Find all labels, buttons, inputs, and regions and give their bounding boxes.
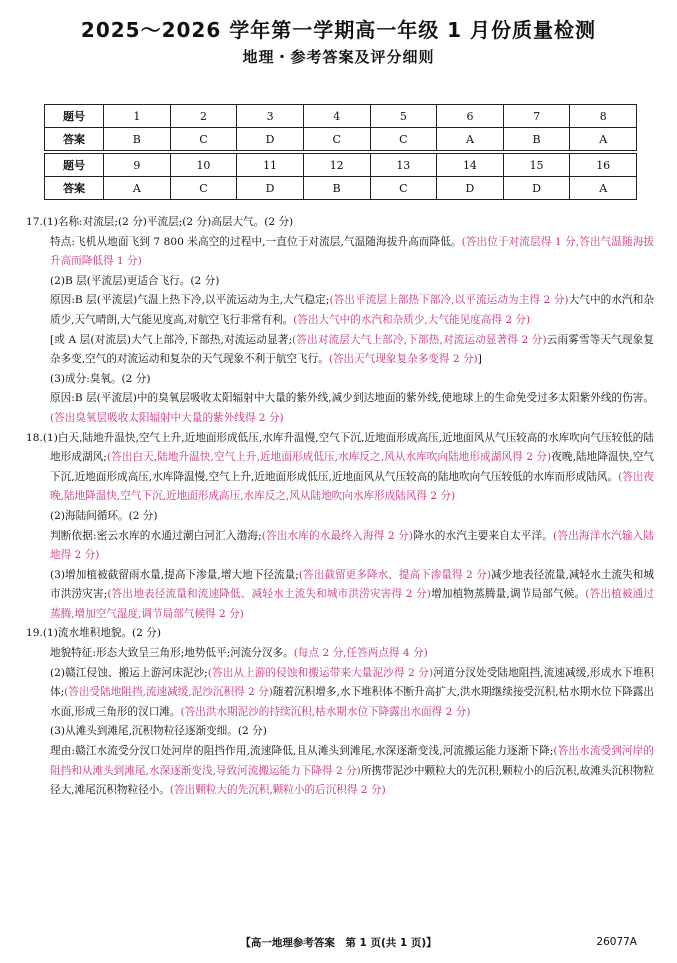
scoring-note: (答出大气中的水汽和杂质少,大气能见度高得 2 分) <box>293 313 531 326</box>
table-cell: C <box>370 128 437 151</box>
answer-paragraph <box>26 624 654 644</box>
scoring-note: (答出截留更多降水、提高下渗量得 2 分) <box>298 568 491 581</box>
answer-text: 17.(1)名称:对流层;(2 分)平流层;(2 分)高层大气。(2 分) <box>26 216 294 228</box>
scoring-note: (答出颗粒大的先沉积,颗粒小的后沉积得 2 分) <box>169 784 386 797</box>
answer-text: 判断依据:密云水库的水通过潮白河汇入渤海; <box>50 529 262 542</box>
answer-text: 河道分汊处受陆地阻挡,流速减缓,形成水下堆积体; <box>50 666 655 699</box>
table-row <box>45 128 637 151</box>
table-cell: B <box>303 177 370 200</box>
table-cell: 14 <box>437 154 504 177</box>
table-cell: 9 <box>104 154 171 177</box>
answer-text: (3)增加植被截留雨水量,提高下渗量,增大地下径流量; <box>50 568 299 581</box>
table-cell: 11 <box>237 154 304 177</box>
answer-paragraph <box>26 429 654 507</box>
table-header-cell: 答案 <box>45 177 104 200</box>
table-header-cell: 题号 <box>45 105 104 128</box>
answer-table <box>44 104 637 200</box>
answer-paragraph <box>26 233 654 272</box>
scoring-note: (答出水库的水最终入海得 2 分) <box>261 529 414 542</box>
answer-text: (3)成分:臭氧。(2 分) <box>50 372 151 385</box>
scoring-note: (答出臭氧层吸收太阳辐射中大量的紫外线得 2 分) <box>50 411 284 424</box>
answer-text: 随着沉积增多,水下堆积体不断升高扩大,洪水期继续接受沉积,枯水期水位下降露出水面,形成三角形的汊口滩。 <box>50 686 654 718</box>
table-header-cell: 题号 <box>45 154 104 177</box>
table-row <box>45 154 637 177</box>
scoring-note: (每点 2 分,任答两点得 4 分) <box>293 647 428 660</box>
answer-paragraph <box>26 291 654 330</box>
table-header-cell: 答案 <box>45 128 104 151</box>
table-cell: 7 <box>503 105 570 128</box>
scoring-note: (答出植被通过蒸腾,增加空气湿度,调节局部气候得 2 分) <box>50 588 654 620</box>
table-cell: A <box>104 177 171 200</box>
answer-paragraph <box>26 722 654 742</box>
answer-paragraph <box>26 664 654 723</box>
paper-code: 26077A <box>596 936 637 948</box>
table-cell: 2 <box>170 105 237 128</box>
answer-paragraph <box>26 507 654 527</box>
table-cell: A <box>570 128 637 151</box>
table-cell: C <box>170 177 237 200</box>
table-cell: 8 <box>570 105 637 128</box>
answer-paragraph <box>26 566 654 625</box>
table-cell: 1 <box>104 105 171 128</box>
answer-text: [或 A 层(对流层)大气上部冷,下部热,对流运动显著; <box>50 333 293 346</box>
answer-content <box>26 213 654 801</box>
scoring-note: (答出天气现象复杂多变得 2 分) <box>328 353 478 366</box>
table-row <box>45 177 637 200</box>
table-cell: 15 <box>503 154 570 177</box>
table-cell: C <box>303 128 370 151</box>
answer-paragraph <box>26 644 654 664</box>
answer-text: (2)赣江侵蚀、搬运上游河床泥沙; <box>50 666 208 679</box>
table-cell: 13 <box>370 154 437 177</box>
answer-text: (3)从滩头到滩尾,沉积物粒径逐渐变细。(2 分) <box>50 725 267 738</box>
table-cell: 5 <box>370 105 437 128</box>
scoring-note: (答出从上游的侵蚀和搬运带来大量泥沙得 2 分) <box>207 666 434 679</box>
answer-paragraph <box>26 272 654 292</box>
answer-paragraph <box>26 370 654 390</box>
answer-paragraph <box>26 213 654 233</box>
scoring-note: (答出水流受到河岸的阻挡和从滩头到滩尾,水深逐渐变浅,导致河流搬运能力下降得 2 分) <box>50 745 654 777</box>
table-cell: B <box>104 128 171 151</box>
scoring-note: (答出平流层上部热下部冷,以平流运动为主得 2 分) <box>329 294 569 307</box>
table-cell: B <box>503 128 570 151</box>
scoring-note: (答出位于对流层得 1 分,答出气温随海拔升高而降低得 1 分) <box>50 235 654 268</box>
answer-text: 特点:飞机从地面飞到 7 800 米高空的过程中,一直位于对流层,气温随海拔升高而降低。 <box>50 235 462 248</box>
table-cell: D <box>237 177 304 200</box>
table-cell: D <box>237 128 304 151</box>
answer-text: 19.(1)流水堆积地貌。(2 分) <box>26 627 161 640</box>
table-cell: 16 <box>570 154 637 177</box>
scoring-note: (答出白天,陆地升温快,空气上升,近地面形成低压,水库反之,风从水库吹向陆地形成湖风得 2 分) <box>106 451 552 464</box>
table-row <box>45 105 637 128</box>
table-cell: A <box>570 177 637 200</box>
answer-text: 所携带泥沙中颗粒大的先沉积,颗粒小的后沉积,故滩头沉积物粒径大,滩尾沉积物粒径小。 <box>50 764 655 797</box>
page-footer: 【高一地理参考答案 第 1 页(共 1 页)】 <box>240 937 437 949</box>
answer-text: 原因:B 层(平流层)中的臭氧层吸收太阳辐射中大量的紫外线,减少到达地面的紫外线,使地球上的生命免受过多太阳紫外线的伤害。 <box>50 392 654 405</box>
answer-text: 18.(1)白天,陆地升温快,空气上升,近地面形成低压,水库升温慢,空气下沉,近地面形成高压,近地面风从气压较高的水库吹向气压较低的陆地形成湖风; <box>26 431 654 464</box>
answer-text: ] <box>477 353 482 366</box>
answer-text: 地貌特征:形态大致呈三角形;地势低平;河流分汊多。 <box>50 647 294 660</box>
answer-paragraph <box>26 389 654 428</box>
answer-text: 理由:赣江水流受分汊口处河岸的阻挡作用,流速降低,且从滩头到滩尾,水深逐渐变浅,河流搬运能力逐渐下降; <box>50 745 554 758</box>
answer-paragraph <box>26 742 654 801</box>
table-cell: D <box>503 177 570 200</box>
table-cell: D <box>437 177 504 200</box>
table-cell: 10 <box>170 154 237 177</box>
table-cell: C <box>170 128 237 151</box>
scoring-note: (答出夜晚,陆地降温快,空气下沉,近地面形成高压,水库反之,风从陆地吹向水库形成陆风得 2 分) <box>50 470 654 503</box>
answer-text: 减少地表径流量,减轻水土流失和城市洪涝灾害; <box>50 568 654 601</box>
table-cell: A <box>437 128 504 151</box>
answer-text: 增加植物蒸腾量,调节局部气候。 <box>430 588 586 601</box>
scoring-note: (答出海洋水汽输入陆地得 2 分) <box>50 529 654 562</box>
answer-paragraph <box>26 527 654 566</box>
answer-paragraph <box>26 331 654 370</box>
answer-text: 云雨雾雪等天气现象复杂多变,空气的对流运动和复杂的天气现象不利于航空飞行。 <box>50 333 654 366</box>
table-cell: C <box>370 177 437 200</box>
table-cell: 3 <box>237 105 304 128</box>
table-cell: 12 <box>303 154 370 177</box>
scoring-note: (答出洪水期泥沙的持续沉积,枯水期水位下降露出水面得 2 分) <box>180 705 471 718</box>
answer-text: 大气中的水汽和杂质少,天气晴朗,大气能见度高,对航空飞行非常有利。 <box>50 294 655 326</box>
answer-text: (2)B 层(平流层)更适合飞行。(2 分) <box>50 274 220 287</box>
scoring-note: (答出受陆地阻挡,流速减缓,泥沙沉积得 2 分) <box>64 686 273 699</box>
answer-text: 原因:B 层(平流层)气温上热下冷,以平流运动为主,大气稳定; <box>50 294 330 307</box>
table-cell: 4 <box>303 105 370 128</box>
document-subtitle: 地理・参考答案及评分细则 <box>242 48 435 66</box>
table-cell: 6 <box>437 105 504 128</box>
answer-text: (2)海陆间循环。(2 分) <box>50 509 158 522</box>
answer-text: 夜晚,陆地降温快,空气下沉,近地面形成高压,水库降温慢,空气上升,近地面形成低压,近地面风从气压较高的陆地吹向气压较低的水库而形成陆风。 <box>50 451 655 483</box>
answer-text: 降水的水汽主要来自太平洋。 <box>413 529 554 542</box>
scoring-note: (答出地表径流量和流速降低、减轻水土流失和城市洪涝灾害得 2 分) <box>107 588 431 601</box>
scoring-note: (答出对流层大气上部冷,下部热,对流运动显著得 2 分) <box>292 333 547 346</box>
document-title: 2025～2026 学年第一学期高一年级 1 月份质量检测 <box>80 18 597 42</box>
